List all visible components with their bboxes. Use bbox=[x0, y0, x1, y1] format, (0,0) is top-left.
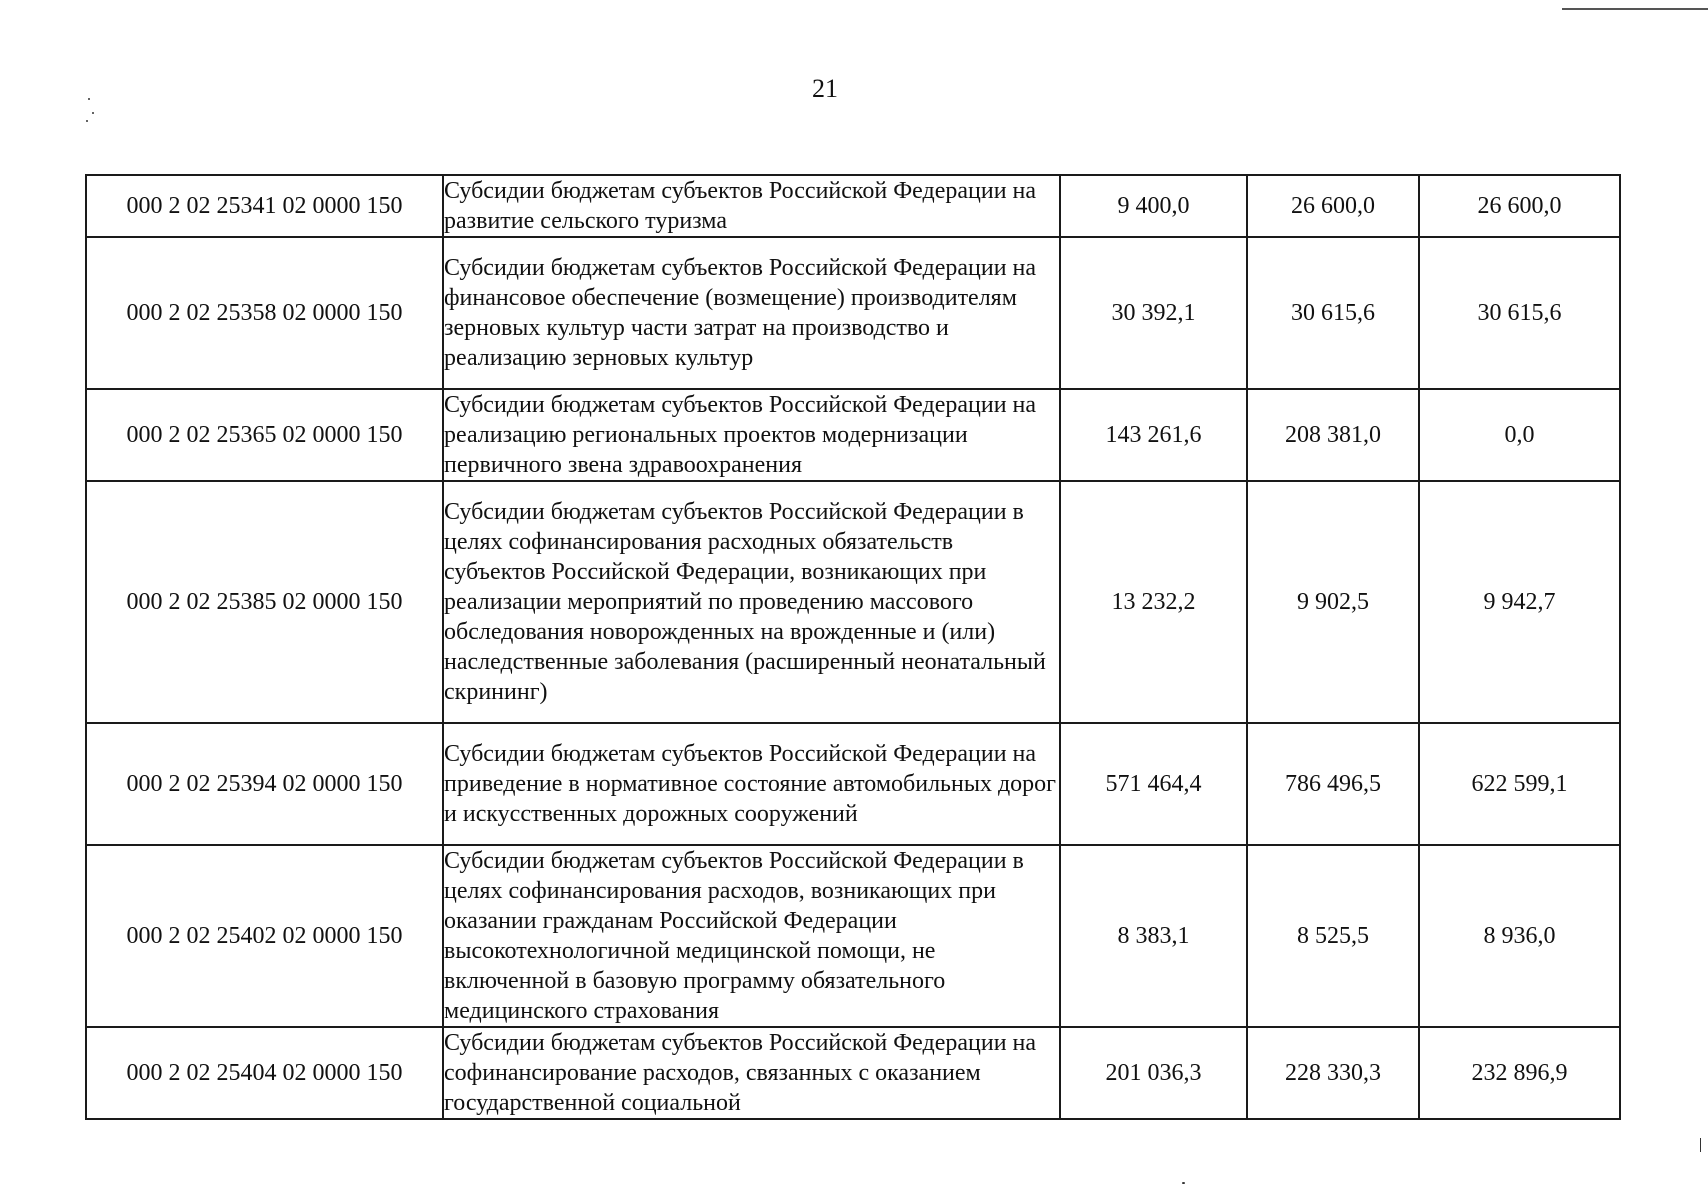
value-3-cell: 622 599,1 bbox=[1419, 723, 1620, 845]
table-row bbox=[86, 175, 1620, 237]
scan-speck bbox=[88, 98, 90, 100]
revenue-name-cell: Субсидии бюджетам субъектов Российской Федерации на приведение в нормативное состояние автомобильных дорог и искусственных дорожных сооружений bbox=[443, 723, 1060, 845]
scan-speck bbox=[86, 120, 88, 122]
revenue-name-cell: Субсидии бюджетам субъектов Российской Федерации на финансовое обеспечение (возмещение) производителям зерновых культур части затрат на производство и реализацию зерновых культур bbox=[443, 237, 1060, 389]
scan-top-rule bbox=[1562, 8, 1708, 10]
table-row bbox=[86, 845, 1620, 1027]
revenue-name-cell: Субсидии бюджетам субъектов Российской Федерации на софинансирование расходов, связанных с оказанием государственной социальной bbox=[443, 1027, 1060, 1119]
revenue-name-cell: Субсидии бюджетам субъектов Российской Федерации на развитие сельского туризма bbox=[443, 175, 1060, 237]
table-row bbox=[86, 723, 1620, 845]
table-row bbox=[86, 481, 1620, 723]
value-1-cell: 143 261,6 bbox=[1060, 389, 1247, 481]
table-row bbox=[86, 237, 1620, 389]
table-row bbox=[86, 1027, 1620, 1119]
budget-code-cell: 000 2 02 25404 02 0000 150 bbox=[86, 1027, 443, 1119]
value-1-cell: 9 400,0 bbox=[1060, 175, 1247, 237]
revenue-table bbox=[85, 174, 1621, 1120]
budget-code-cell: 000 2 02 25341 02 0000 150 bbox=[86, 175, 443, 237]
value-3-cell: 232 896,9 bbox=[1419, 1027, 1620, 1119]
budget-code-cell: 000 2 02 25385 02 0000 150 bbox=[86, 481, 443, 723]
value-1-cell: 571 464,4 bbox=[1060, 723, 1247, 845]
value-3-cell: 30 615,6 bbox=[1419, 237, 1620, 389]
value-2-cell: 8 525,5 bbox=[1247, 845, 1419, 1027]
value-2-cell: 786 496,5 bbox=[1247, 723, 1419, 845]
scan-speck bbox=[92, 112, 94, 114]
budget-code-cell: 000 2 02 25358 02 0000 150 bbox=[86, 237, 443, 389]
revenue-name-cell: Субсидии бюджетам субъектов Российской Федерации на реализацию региональных проектов модернизации первичного звена здравоохранения bbox=[443, 389, 1060, 481]
value-3-cell: 9 942,7 bbox=[1419, 481, 1620, 723]
value-1-cell: 13 232,2 bbox=[1060, 481, 1247, 723]
revenue-name-cell: Субсидии бюджетам субъектов Российской Федерации в целях софинансирования расходных обязательств субъектов Российской Федерации, возникающих при реализации мероприятий по проведению массового обследования новорожденных на врожденные и (или) наследственные заболевания (расширенный неонатальный скрининг) bbox=[443, 481, 1060, 723]
value-2-cell: 9 902,5 bbox=[1247, 481, 1419, 723]
table-row bbox=[86, 389, 1620, 481]
budget-code-cell: 000 2 02 25365 02 0000 150 bbox=[86, 389, 443, 481]
value-3-cell: 8 936,0 bbox=[1419, 845, 1620, 1027]
budget-code-cell: 000 2 02 25394 02 0000 150 bbox=[86, 723, 443, 845]
value-2-cell: 26 600,0 bbox=[1247, 175, 1419, 237]
value-3-cell: 26 600,0 bbox=[1419, 175, 1620, 237]
value-2-cell: 208 381,0 bbox=[1247, 389, 1419, 481]
revenue-name-cell: Субсидии бюджетам субъектов Российской Федерации в целях софинансирования расходов, возникающих при оказании гражданам Российской Федерации высокотехнологичной медицинской помощи, не включенной в базовую программу обязательного медицинского страхования bbox=[443, 845, 1060, 1027]
value-1-cell: 8 383,1 bbox=[1060, 845, 1247, 1027]
value-1-cell: 30 392,1 bbox=[1060, 237, 1247, 389]
value-1-cell: 201 036,3 bbox=[1060, 1027, 1247, 1119]
value-2-cell: 228 330,3 bbox=[1247, 1027, 1419, 1119]
value-2-cell: 30 615,6 bbox=[1247, 237, 1419, 389]
page-number: 21 bbox=[812, 74, 838, 103]
scan-speck bbox=[1700, 1138, 1701, 1152]
scan-speck bbox=[1182, 1182, 1185, 1184]
budget-code-cell: 000 2 02 25402 02 0000 150 bbox=[86, 845, 443, 1027]
value-3-cell: 0,0 bbox=[1419, 389, 1620, 481]
